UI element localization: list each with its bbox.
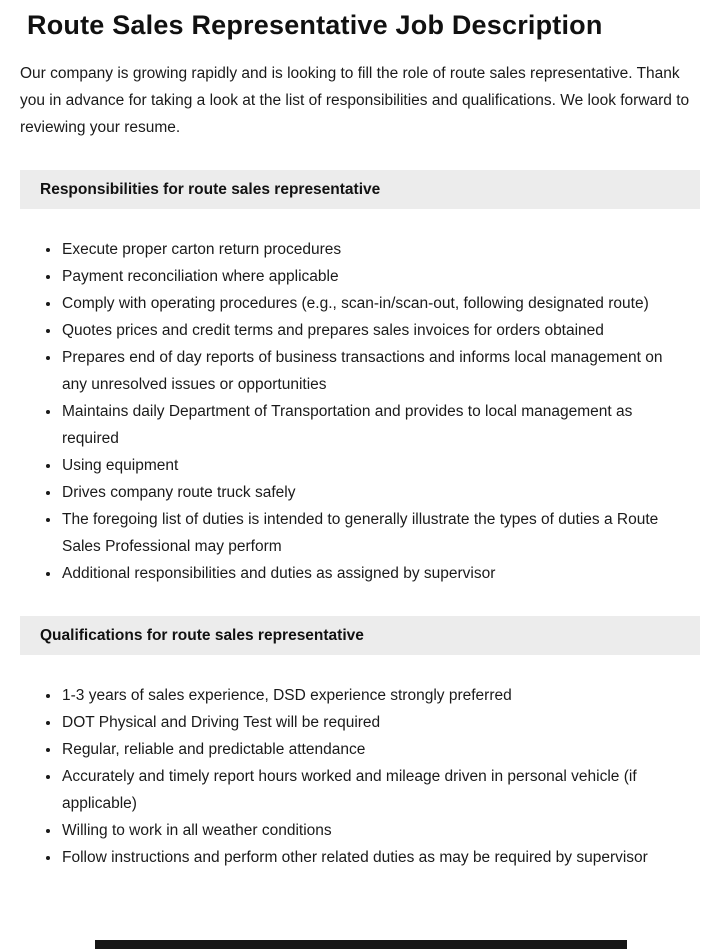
- responsibilities-section-header: [20, 170, 700, 209]
- list-item: • Execute proper carton return procedures: [61, 236, 690, 263]
- page-title: Route Sales Representative Job Description: [27, 10, 603, 40]
- list-item: • Maintains daily Department of Transportation and provides to local management as required: [61, 398, 690, 452]
- list-item: • Quotes prices and credit terms and prepares sales invoices for orders obtained: [61, 317, 690, 344]
- list-item: • Follow instructions and perform other related duties as may be required by supervisor: [61, 844, 690, 871]
- responsibilities-list: [42, 236, 690, 587]
- qualifications-heading: Qualifications for route sales representative: [40, 626, 364, 644]
- list-item: • Regular, reliable and predictable attendance: [61, 736, 690, 763]
- list-item: • Prepares end of day reports of business transactions and informs local management on any unresolved issues or opportunities: [61, 344, 690, 398]
- intro-paragraph: Our company is growing rapidly and is looking to fill the role of route sales representative. Thank you in advance for taking a look at the list of responsibilities and qualifications. We look forward to reviewing your resume.: [20, 65, 690, 137]
- list-item: • Willing to work in all weather conditions: [61, 817, 690, 844]
- list-item: • Using equipment: [61, 452, 690, 479]
- list-item: • Drives company route truck safely: [61, 479, 690, 506]
- list-item: • DOT Physical and Driving Test will be required: [61, 709, 690, 736]
- list-item: • Comply with operating procedures (e.g., scan-in/scan-out, following designated route): [61, 290, 690, 317]
- qualifications-list: [42, 682, 690, 871]
- list-item: • Payment reconciliation where applicable: [61, 263, 690, 290]
- qualifications-section-header: [20, 616, 700, 655]
- responsibilities-heading: Responsibilities for route sales representative: [40, 180, 381, 198]
- partial-bottom-bar: [95, 940, 627, 949]
- list-item: • Accurately and timely report hours worked and mileage driven in personal vehicle (if applicable): [61, 763, 690, 817]
- list-item: • The foregoing list of duties is intended to generally illustrate the types of duties a Route Sales Professional may perform: [61, 506, 690, 560]
- list-item: • Additional responsibilities and duties as assigned by supervisor: [61, 560, 690, 587]
- list-item: • 1-3 years of sales experience, DSD experience strongly preferred: [61, 682, 690, 709]
